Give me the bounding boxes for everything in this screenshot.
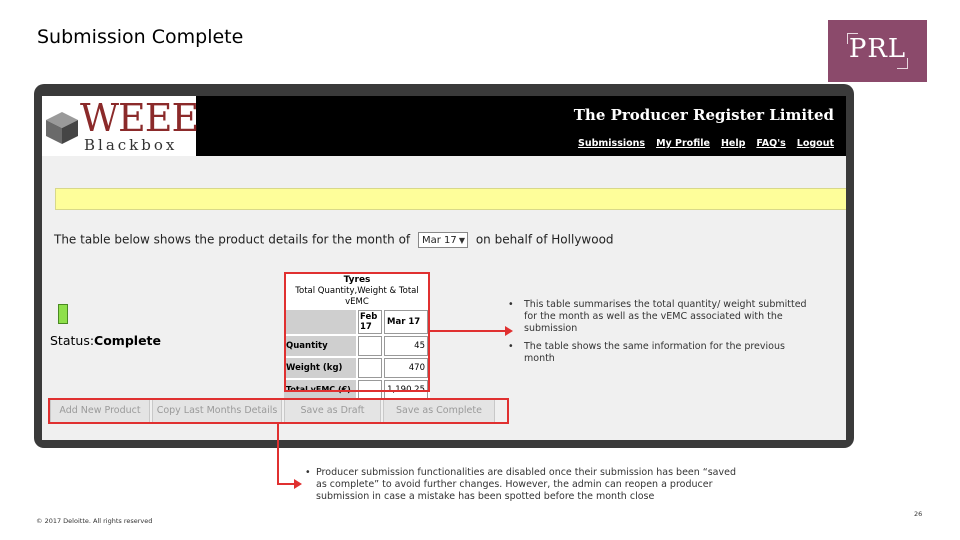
callout-notes bbox=[508, 299, 818, 371]
intro-prefix: The table below shows the product details for the month of bbox=[54, 232, 411, 247]
bottom-callout-note: • Producer submission functionalities are disabled once their submission has been “saved as complete” to avoid further changes. However, the admin can reopen a producer submission in case a mistake has been spotted before the month close bbox=[305, 467, 746, 503]
status-line bbox=[50, 333, 161, 348]
app-header bbox=[42, 96, 846, 156]
month-select-value: Mar 17 bbox=[421, 235, 457, 246]
row-label-weight: Weight (kg) bbox=[284, 358, 356, 378]
blackbox-logo-text: Blackbox bbox=[84, 136, 178, 154]
table-subtitle: Total Quantity,Weight & Total vEMC bbox=[295, 286, 419, 307]
status-value: Complete bbox=[94, 333, 161, 348]
row-label-vemc: Total vEMC (€) bbox=[284, 380, 356, 400]
intro-text bbox=[54, 232, 614, 248]
nav-faqs[interactable]: FAQ's bbox=[756, 138, 786, 149]
cell-curr-vemc: 1,190.25 bbox=[384, 380, 428, 400]
notice-bar bbox=[55, 188, 846, 210]
slide-title: Submission Complete bbox=[37, 26, 244, 48]
copyright-footer: © 2017 Deloitte. All rights reserved bbox=[36, 517, 153, 525]
month-select[interactable] bbox=[418, 232, 468, 248]
buttons-highlight-box bbox=[48, 398, 509, 424]
prl-logo-text: PRL bbox=[848, 34, 907, 64]
cube-icon bbox=[44, 110, 80, 146]
save-as-draft-button[interactable]: Save as Draft bbox=[284, 398, 381, 424]
add-new-product-button[interactable]: Add New Product bbox=[50, 398, 150, 424]
nav-help[interactable]: Help bbox=[720, 138, 746, 149]
cell-curr-quantity: 45 bbox=[384, 336, 428, 356]
status-label: Status: bbox=[50, 333, 95, 348]
prl-logo bbox=[828, 20, 927, 82]
weee-blackbox-logo[interactable] bbox=[42, 96, 199, 156]
org-name: The Producer Register Limited bbox=[573, 106, 834, 124]
nav-logout[interactable]: Logout bbox=[796, 138, 834, 149]
cell-curr-weight: 470 bbox=[384, 358, 428, 378]
logo-corner-bottom-right bbox=[897, 58, 908, 69]
col-header-curr: Mar 17 bbox=[384, 310, 428, 334]
col-header-prev: Feb 17 bbox=[358, 310, 382, 334]
nav-submissions[interactable]: Submissions bbox=[577, 138, 646, 149]
note-item: • This table summarises the total quantity/ weight submitted for the month as well as the vEMC associated with the submission bbox=[508, 299, 818, 335]
status-indicator bbox=[58, 304, 68, 324]
top-nav bbox=[578, 138, 834, 149]
app-screen bbox=[42, 96, 846, 440]
save-as-complete-button[interactable]: Save as Complete bbox=[383, 398, 495, 424]
row-label-quantity: Quantity bbox=[284, 336, 356, 356]
table-category: Tyres bbox=[343, 275, 371, 285]
copy-last-months-details-button[interactable]: Copy Last Months Details bbox=[152, 398, 282, 424]
chevron-down-icon: ▼ bbox=[458, 236, 465, 245]
intro-suffix: on behalf of Hollywood bbox=[475, 232, 614, 247]
weee-logo-text: WEEE bbox=[80, 96, 199, 140]
nav-my-profile[interactable]: My Profile bbox=[656, 138, 710, 149]
page-number: 26 bbox=[914, 510, 923, 518]
table-highlight-box bbox=[284, 272, 430, 392]
note-item: • The table shows the same information for the previous month bbox=[508, 341, 818, 365]
